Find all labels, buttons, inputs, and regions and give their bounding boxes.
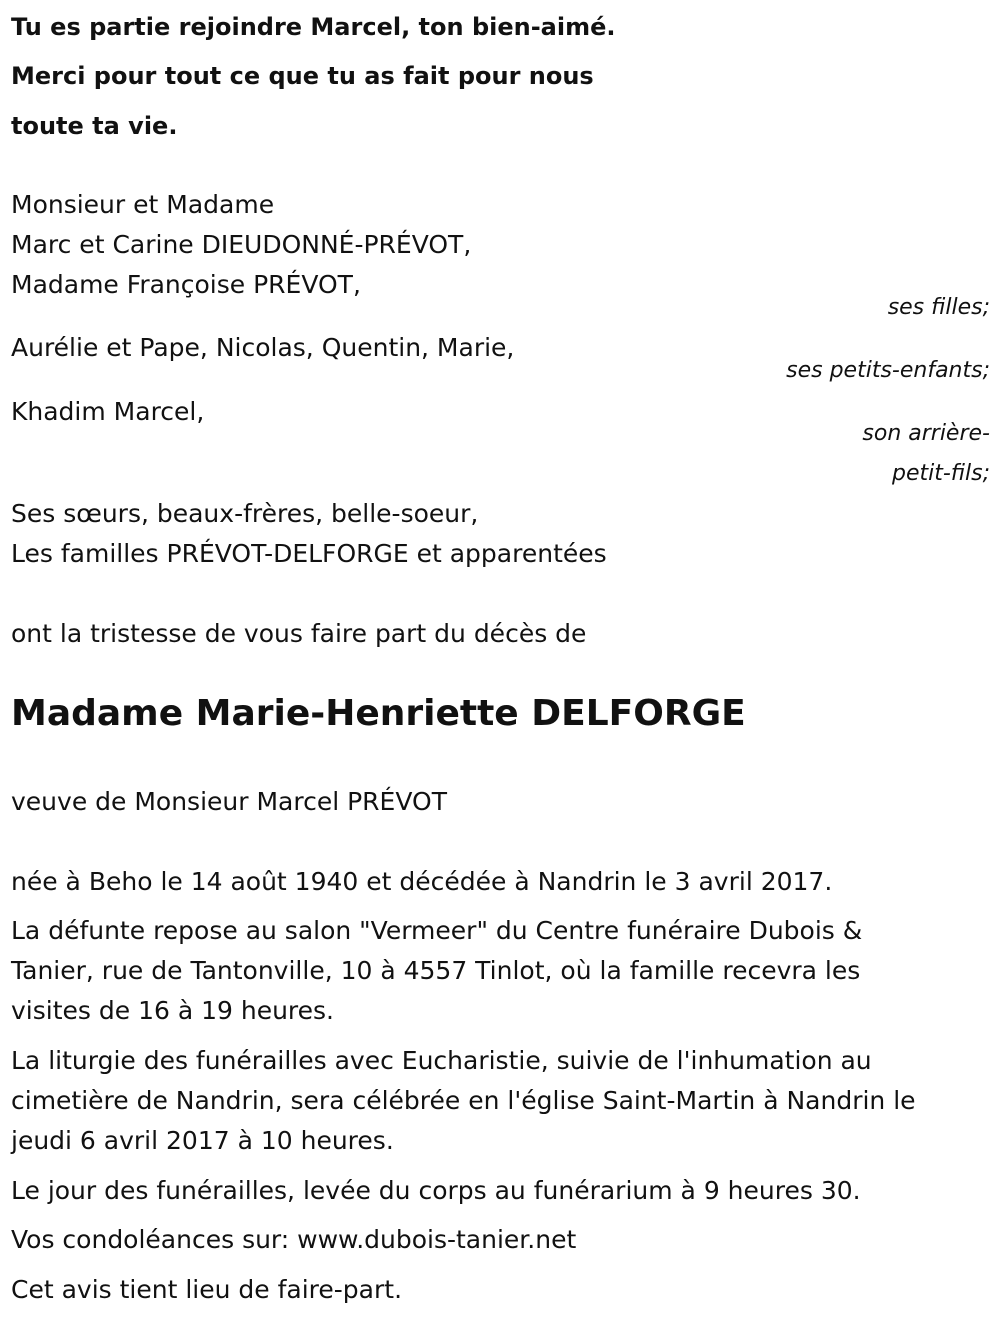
great-grandson-line: Khadim Marcel, [11,397,205,426]
rest-line-1: La défunte repose au salon "Vermeer" du Centre funéraire Dubois & [11,916,863,945]
great-grandson-role-1: son arrière- [862,421,990,446]
daughters-line-2: Marc et Carine DIEUDONNÉ-PRÉVOT, [11,230,472,259]
condolences-line: Vos condoléances sur: www.dubois-tanier.net [11,1225,577,1254]
opening-line-1: Tu es partie rejoindre Marcel, ton bien-aimé. [11,13,616,41]
grandchildren-role: ses petits-enfants; [786,358,990,383]
liturgy-line-2: cimetière de Nandrin, sera célébrée en l'église Saint-Martin à Nandrin le [11,1086,916,1115]
opening-line-2: Merci pour tout ce que tu as fait pour nous [11,62,594,90]
widow-of-line: veuve de Monsieur Marcel PRÉVOT [11,787,447,816]
birth-death-line: née à Beho le 14 août 1940 et décédée à Nandrin le 3 avril 2017. [11,867,833,896]
procession-line: Le jour des funérailles, levée du corps au funérarium à 9 heures 30. [11,1176,861,1205]
deceased-name: Madame Marie-Henriette DELFORGE [11,693,746,734]
daughters-line-1: Monsieur et Madame [11,190,275,219]
announcement-line: ont la tristesse de vous faire part du décès de [11,619,587,648]
grandchildren-line: Aurélie et Pape, Nicolas, Quentin, Marie, [11,333,515,362]
liturgy-line-1: La liturgie des funérailles avec Eucharistie, suivie de l'inhumation au [11,1046,872,1075]
opening-line-3: toute ta vie. [11,112,178,140]
daughters-line-3: Madame Françoise PRÉVOT, [11,270,361,299]
closing-line: Cet avis tient lieu de faire-part. [11,1275,403,1304]
daughters-role: ses filles; [887,295,990,320]
others-line-1: Ses sœurs, beaux-frères, belle-soeur, [11,499,479,528]
liturgy-line-3: jeudi 6 avril 2017 à 10 heures. [11,1126,394,1155]
others-line-2: Les familles PRÉVOT-DELFORGE et apparentées [11,539,607,568]
rest-line-3: visites de 16 à 19 heures. [11,996,334,1025]
rest-line-2: Tanier, rue de Tantonville, 10 à 4557 Tinlot, où la famille recevra les [11,956,861,985]
great-grandson-role-2: petit-fils; [891,461,990,486]
